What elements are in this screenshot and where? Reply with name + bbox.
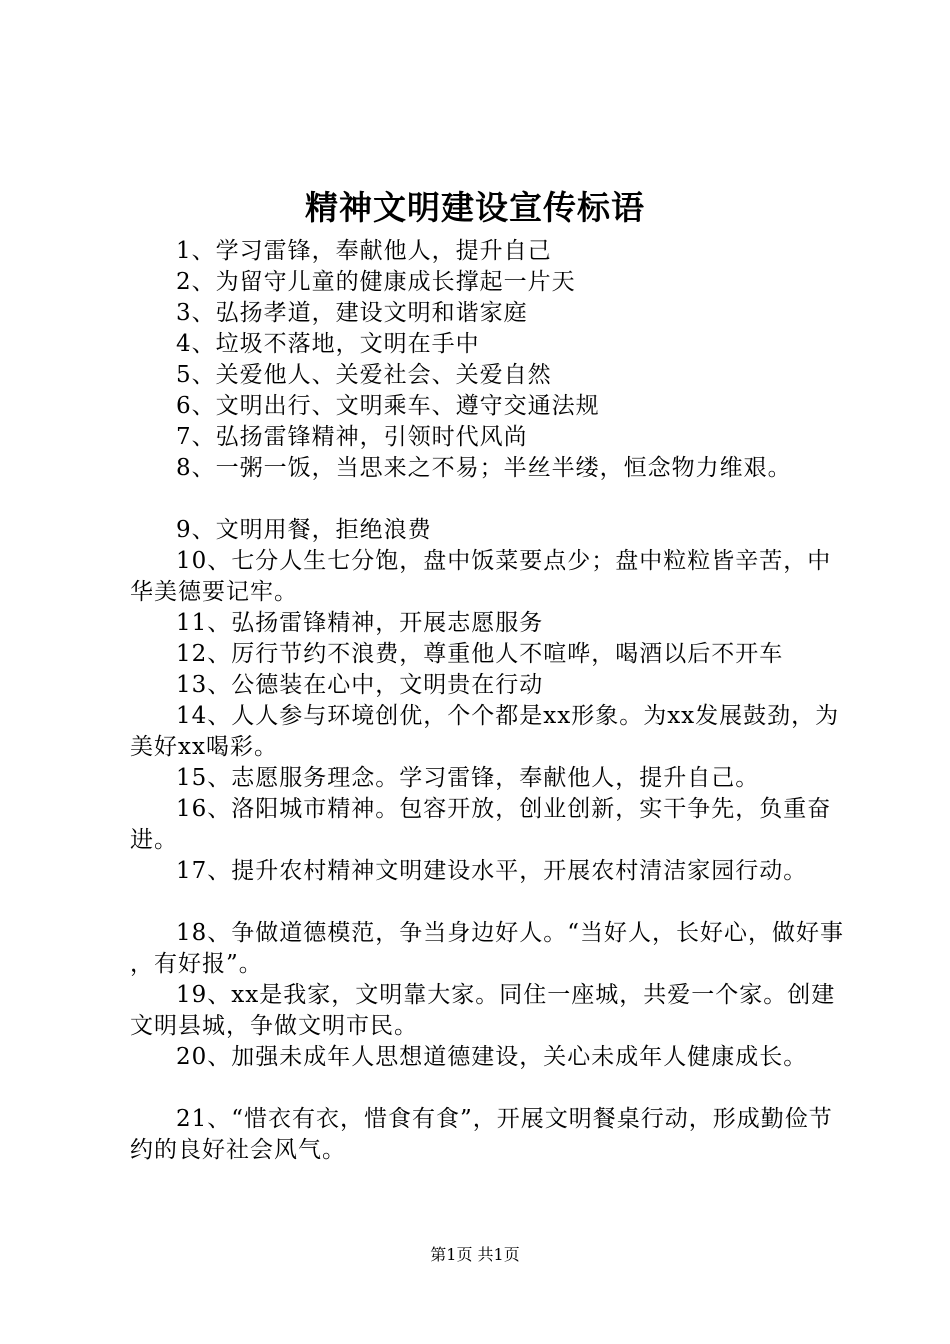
page-footer: 第1页 共1页 (430, 1245, 520, 1264)
slogan-item-11: 11、弘扬雷锋精神，开展志愿服务 (176, 610, 544, 636)
slogan-item-15: 15、志愿服务理念。学习雷锋，奉献他人，提升自己。 (176, 765, 760, 791)
slogan-item-13: 13、公德装在心中，文明贵在行动 (176, 672, 544, 698)
slogan-item-8: 8、一粥一饭，当思来之不易；半丝半缕，恒念物力维艰。 (176, 455, 792, 481)
slogan-item-12: 12、厉行节约不浪费，尊重他人不喧哗，喝酒以后不开车 (176, 641, 784, 667)
slogan-item-5: 5、关爱他人、关爱社会、关爱自然 (176, 362, 552, 388)
slogan-item-7: 7、弘扬雷锋精神，引领时代风尚 (176, 424, 528, 450)
slogan-item-9: 9、文明用餐，拒绝浪费 (176, 517, 432, 543)
slogan-item-19: 19、xx是我家，文明靠大家。同住一座城，共爱一个家。创建文明县城，争做文明市民。 (130, 982, 836, 1039)
slogan-item-6: 6、文明出行、文明乘车、遵守交通法规 (176, 393, 600, 419)
slogan-item-1: 1、学习雷锋，奉献他人，提升自己 (176, 238, 552, 264)
document-title: 精神文明建设宣传标语 (305, 188, 645, 227)
slogan-item-21: 21、“惜衣有衣，惜食有食”，开展文明餐桌行动，形成勤俭节约的良好社会风气。 (130, 1106, 833, 1163)
slogan-item-16: 16、洛阳城市精神。包容开放，创业创新，实干争先，负重奋进。 (130, 796, 832, 853)
slogan-item-2: 2、为留守儿童的健康成长撑起一片天 (176, 269, 576, 295)
slogan-item-17: 17、提升农村精神文明建设水平，开展农村清洁家园行动。 (176, 858, 808, 884)
slogan-item-3: 3、弘扬孝道，建设文明和谐家庭 (176, 300, 528, 326)
slogan-item-20: 20、加强未成年人思想道德建设，关心未成年人健康成长。 (176, 1044, 808, 1070)
slogan-item-18: 18、争做道德模范，争当身边好人。“当好人，长好心，做好事，有好报”。 (130, 920, 845, 977)
slogan-item-10: 10、七分人生七分饱，盘中饭菜要点少；盘中粒粒皆辛苦，中华美德要记牢。 (130, 548, 832, 605)
slogan-list (130, 236, 850, 1166)
slogan-item-4: 4、垃圾不落地，文明在手中 (176, 331, 480, 357)
slogan-item-14: 14、人人参与环境创优，个个都是xx形象。为xx发展鼓劲，为美好xx喝彩。 (130, 703, 840, 760)
